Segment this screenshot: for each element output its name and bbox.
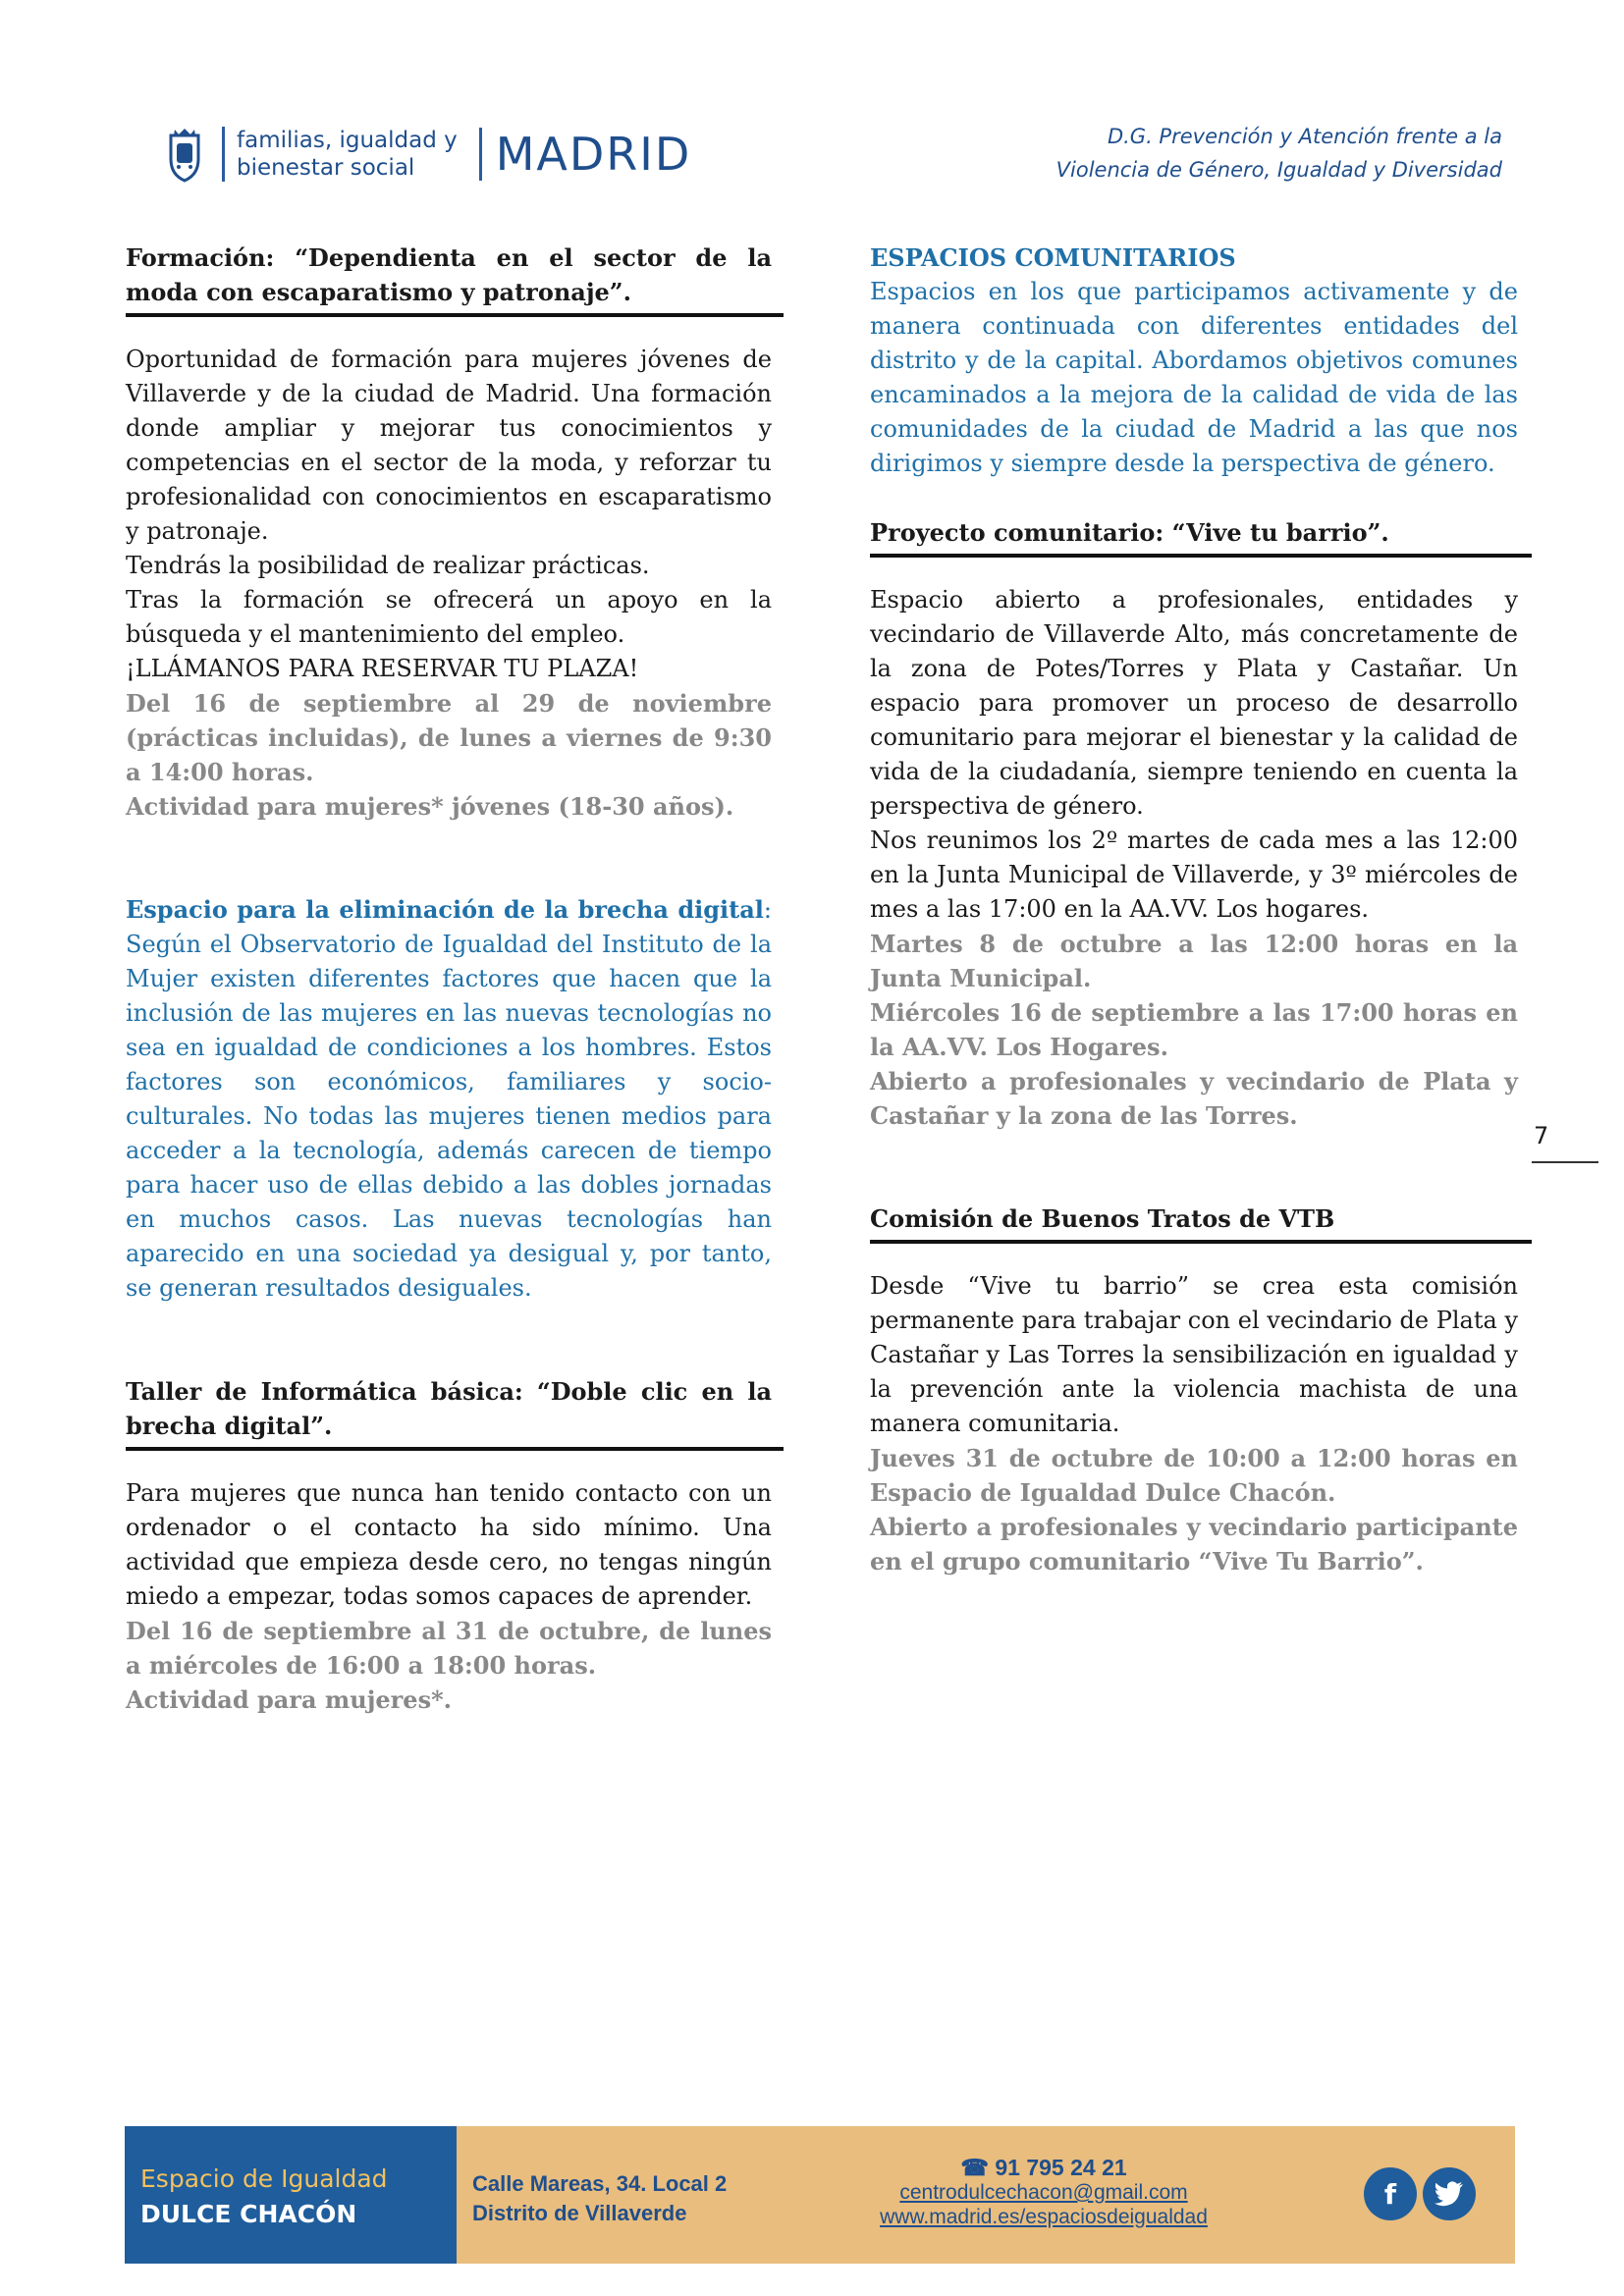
right-column: [870, 240, 1518, 1578]
center-name-line1: Espacio de Igualdad: [140, 2164, 388, 2193]
twitter-bird-icon: [1435, 2181, 1464, 2207]
footer-address: [472, 2169, 727, 2228]
directorate-line2: Violencia de Género, Igualdad y Diversidad: [1056, 158, 1502, 182]
computer-workshop-dates: Del 16 de septiembre al 31 de octubre, de lunes a miércoles de 16:00 a 18:00 horas.: [126, 1617, 772, 1680]
good-treatment-date: Jueves 31 de octubre de 10:00 a 12:00 horas en Espacio de Igualdad Dulce Chacón.: [870, 1444, 1518, 1507]
department-line2: bienestar social: [237, 155, 415, 181]
digital-gap-title: Espacio para la eliminación de la brecha digital: [126, 895, 764, 924]
fashion-course-title: Formación: “Dependienta en el sector de la moda con escaparatismo y patronaje”.: [126, 243, 772, 306]
footer-center-name: [125, 2126, 457, 2264]
section-rule: [126, 1447, 784, 1451]
vive-tu-barrio-meetings: Nos reunimos los 2º martes de cada mes a las 12:00 en la Junta Municipal de Villaverde, y 3º miércoles de mes a las 17:00 en la AA.VV. Los hogares.: [870, 827, 1518, 923]
website-link[interactable]: www.madrid.es/espaciosdeigualdad: [880, 2206, 1208, 2228]
department-name: [222, 127, 458, 182]
footer-contact: [847, 2156, 1240, 2229]
computer-workshop-body: Para mujeres que nunca han tenido contacto con un ordenador o el contacto ha sido mínimo. Una actividad que empieza desde cero, no tengas ningún miedo a empezar, todas somos capaces de aprender.: [126, 1479, 772, 1610]
footer-info: [457, 2126, 1515, 2264]
address-line1: Calle Mareas, 34. Local 2: [472, 2171, 728, 2196]
vive-tu-barrio-audience: Abierto a profesionales y vecindario de Plata y Castañar y la zona de las Torres.: [870, 1067, 1518, 1130]
section-rule: [870, 1240, 1532, 1244]
phone-number: ☎ 91 795 24 21: [960, 2155, 1127, 2180]
digital-gap-body: : Según el Observatorio de Igualdad del Instituto de la Mujer existen diferentes factores que hacen que la inclusión de las mujeres en las nuevas tecnologías no sea en igualdad de condiciones a los hombres. Estos factores son económicos, familiares y socio-culturales. No todas las mujeres tienen medios para acceder a la tecnología, además carecen de tiempo para hacer uso de ellas debido a las dobles jornadas en muchos casos. Las nuevas tecnologías han aparecido en una sociedad ya desigual y, por tanto, se generan resultados desiguales.: [126, 896, 772, 1302]
fashion-course-dates: Del 16 de septiembre al 29 de noviembre (prácticas incluidas), de lunes a viernes de 9:30 a 14:00 horas.: [126, 689, 772, 786]
footer: [125, 2126, 1515, 2264]
vive-tu-barrio-title: Proyecto comunitario: “Vive tu barrio”.: [870, 518, 1389, 547]
vive-tu-barrio-body: Espacio abierto a profesionales, entidades y vecindario de Villaverde Alto, más concretamente de la zona de Potes/Torres y Plata y Castañar. Un espacio para promover un proceso de desarrollo comunitario para mejorar el bienestar y la calidad de vida de la ciudadanía, siempre teniendo en cuenta la perspectiva de género.: [870, 586, 1518, 820]
social-links: [1364, 2167, 1476, 2220]
page-number-rule: [1532, 1161, 1598, 1163]
fashion-course-practice: Tendrás la posibilidad de realizar prácticas.: [126, 552, 650, 579]
city-name: MADRID: [495, 128, 692, 181]
email-link[interactable]: centrodulcechacon@gmail.com: [899, 2181, 1188, 2204]
directorate-line1: D.G. Prevención y Atención frente a la: [1107, 125, 1502, 148]
fashion-course-call: ¡LLÁMANOS PARA RESERVAR TU PLAZA!: [126, 655, 639, 682]
fashion-course-support: Tras la formación se ofrecerá un apoyo en la búsqueda y el mantenimiento del empleo.: [126, 586, 772, 648]
madrid-logo: [165, 124, 691, 185]
facebook-icon[interactable]: f: [1364, 2167, 1417, 2220]
logo-divider: [479, 128, 482, 181]
directorate-title: [1056, 120, 1502, 187]
fashion-course-body: Oportunidad de formación para mujeres jóvenes de Villaverde y de la ciudad de Madrid. Una formación donde ampliar y mejorar tus conocimientos y competencias en el sector de la moda, y reforzar tu profesionalidad con conocimientos en escaparatismo y patronaje.: [126, 346, 772, 545]
good-treatment-body: Desde “Vive tu barrio” se crea esta comisión permanente para trabajar con el vecindario de Plata y Castañar y Las Torres la sensibilización en igualdad y la prevención ante la violencia machista de una manera comunitaria.: [870, 1272, 1518, 1437]
madrid-crest-icon: [165, 126, 204, 183]
section-rule: [126, 313, 784, 317]
vive-tu-barrio-date-1: Martes 8 de octubre a las 12:00 horas en la Junta Municipal.: [870, 930, 1518, 992]
community-spaces-body: Espacios en los que participamos activamente y de manera continuada con diferentes entidades del distrito y de la capital. Abordamos objetivos comunes encaminados a la mejora de la calidad de vida de las comunidades de la ciudad de Madrid a las que nos dirigimos y siempre desde la perspectiva de género.: [870, 278, 1518, 477]
department-line1: familias, igualdad y: [237, 128, 458, 153]
address-line2: Distrito de Villaverde: [472, 2201, 687, 2225]
left-column: [126, 240, 772, 1717]
center-name-line2: DULCE CHACÓN: [140, 2200, 357, 2228]
digital-gap-section: [126, 892, 772, 1306]
twitter-icon[interactable]: [1423, 2167, 1476, 2220]
computer-workshop-audience: Actividad para mujeres*.: [126, 1685, 452, 1714]
good-treatment-title: Comisión de Buenos Tratos de VTB: [870, 1204, 1335, 1233]
community-spaces-title: ESPACIOS COMUNITARIOS: [870, 243, 1236, 272]
fashion-course-audience: Actividad para mujeres* jóvenes (18-30 años).: [126, 792, 734, 821]
vive-tu-barrio-date-2: Miércoles 16 de septiembre a las 17:00 horas en la AA.VV. Los Hogares.: [870, 998, 1518, 1061]
page-number: 7: [1534, 1122, 1549, 1149]
good-treatment-audience: Abierto a profesionales y vecindario participante en el grupo comunitario “Vive Tu Barrio”.: [870, 1513, 1518, 1575]
section-rule: [870, 554, 1532, 558]
computer-workshop-title: Taller de Informática básica: “Doble clic en la brecha digital”.: [126, 1377, 772, 1440]
